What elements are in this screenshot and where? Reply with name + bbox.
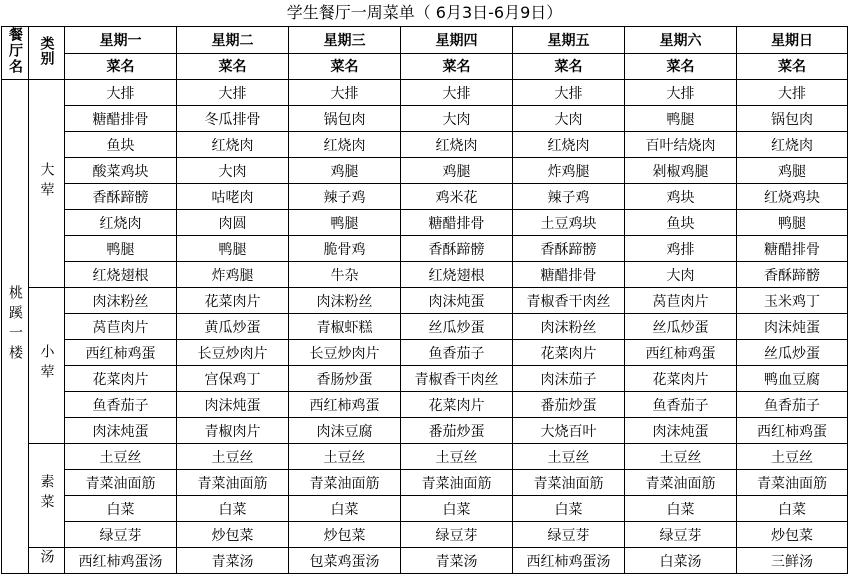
dish-cell: 三鲜汤 bbox=[737, 548, 848, 574]
dish-cell: 糖醋排骨 bbox=[737, 236, 848, 262]
category-cell bbox=[29, 548, 65, 574]
dish-cell: 香肠炒蛋 bbox=[289, 366, 401, 392]
table-row bbox=[2, 184, 848, 210]
dish-cell: 番茄炒蛋 bbox=[401, 418, 513, 444]
table-row bbox=[2, 444, 848, 470]
dish-cell: 香酥蹄髈 bbox=[737, 262, 848, 288]
dish-cell: 白菜 bbox=[65, 496, 177, 522]
dish-cell: 百叶结烧肉 bbox=[625, 132, 737, 158]
category-name: 小荤 bbox=[38, 343, 55, 384]
dish-cell: 青菜汤 bbox=[401, 548, 513, 574]
dish-cell: 锅包肉 bbox=[289, 106, 401, 132]
dish-cell: 花菜肉片 bbox=[65, 366, 177, 392]
dish-cell: 鸭腿 bbox=[625, 106, 737, 132]
dish-cell: 西红柿鸡蛋 bbox=[289, 392, 401, 418]
dish-cell: 糖醋排骨 bbox=[401, 210, 513, 236]
dish-cell: 肉圆 bbox=[177, 210, 289, 236]
dish-cell: 鸡腿 bbox=[401, 158, 513, 184]
dish-cell: 鸡排 bbox=[625, 236, 737, 262]
dish-cell: 糖醋排骨 bbox=[513, 262, 625, 288]
dish-header: 菜名 bbox=[737, 53, 848, 80]
dish-cell: 香酥蹄髈 bbox=[401, 236, 513, 262]
dish-cell: 鱼香茄子 bbox=[401, 340, 513, 366]
dish-cell: 鱼香茄子 bbox=[737, 392, 848, 418]
table-row bbox=[2, 366, 848, 392]
dish-cell: 红烧肉 bbox=[737, 132, 848, 158]
dish-cell: 青椒香干肉丝 bbox=[401, 366, 513, 392]
dish-cell: 肉沫茄子 bbox=[513, 366, 625, 392]
dish-cell: 肉沫炖蛋 bbox=[65, 418, 177, 444]
dish-header: 菜名 bbox=[177, 53, 289, 80]
table-row bbox=[2, 392, 848, 418]
dish-cell: 大排 bbox=[65, 80, 177, 106]
dish-cell: 大排 bbox=[289, 80, 401, 106]
table-row bbox=[2, 288, 848, 314]
category-header-label: 类别 bbox=[38, 36, 55, 66]
table-row bbox=[2, 470, 848, 496]
dish-cell: 大排 bbox=[513, 80, 625, 106]
restaurant-cell bbox=[2, 80, 29, 574]
table-row bbox=[2, 80, 848, 106]
table-row bbox=[2, 236, 848, 262]
dish-cell: 鱼香茄子 bbox=[65, 392, 177, 418]
dish-cell: 鱼块 bbox=[625, 210, 737, 236]
category-cell bbox=[29, 444, 65, 548]
dish-cell: 鸭腿 bbox=[177, 236, 289, 262]
table-row bbox=[2, 158, 848, 184]
dish-cell: 土豆丝 bbox=[65, 444, 177, 470]
dish-header: 菜名 bbox=[513, 53, 625, 80]
dish-cell: 鸭腿 bbox=[737, 210, 848, 236]
dish-cell: 脆骨鸡 bbox=[289, 236, 401, 262]
table-row bbox=[2, 314, 848, 340]
dish-cell: 红烧肉 bbox=[401, 132, 513, 158]
table-row bbox=[2, 262, 848, 288]
dish-cell: 鸭腿 bbox=[65, 236, 177, 262]
table-row bbox=[2, 340, 848, 366]
dish-cell: 辣子鸡 bbox=[513, 184, 625, 210]
dish-cell: 大排 bbox=[177, 80, 289, 106]
dish-cell: 土豆丝 bbox=[289, 444, 401, 470]
dish-cell: 炒包菜 bbox=[737, 522, 848, 548]
dish-cell: 咕咾肉 bbox=[177, 184, 289, 210]
dish-cell: 鸭腿 bbox=[289, 210, 401, 236]
dish-cell: 青菜油面筋 bbox=[289, 470, 401, 496]
dish-cell: 绿豆芽 bbox=[625, 522, 737, 548]
dish-cell: 黄瓜炒蛋 bbox=[177, 314, 289, 340]
day-header: 星期四 bbox=[401, 27, 513, 54]
dish-cell: 肉沫炖蛋 bbox=[401, 288, 513, 314]
dish-cell: 鱼香茄子 bbox=[625, 392, 737, 418]
dish-cell: 肉沫炖蛋 bbox=[737, 314, 848, 340]
category-cell bbox=[29, 80, 65, 288]
dish-cell: 辣子鸡 bbox=[289, 184, 401, 210]
dish-cell: 青菜油面筋 bbox=[65, 470, 177, 496]
dish-cell: 土豆鸡块 bbox=[513, 210, 625, 236]
dish-cell: 白菜 bbox=[401, 496, 513, 522]
dish-cell: 鸡腿 bbox=[737, 158, 848, 184]
dish-cell: 鸭血豆腐 bbox=[737, 366, 848, 392]
dish-cell: 鸡米花 bbox=[401, 184, 513, 210]
table-row bbox=[2, 522, 848, 548]
dish-cell: 肉沫粉丝 bbox=[65, 288, 177, 314]
category-cell bbox=[29, 288, 65, 444]
dish-cell: 肉沫粉丝 bbox=[513, 314, 625, 340]
category-name: 素菜 bbox=[38, 473, 55, 514]
dish-cell: 土豆丝 bbox=[177, 444, 289, 470]
dish-cell: 白菜汤 bbox=[625, 548, 737, 574]
day-header: 星期五 bbox=[513, 27, 625, 54]
dish-cell: 白菜 bbox=[513, 496, 625, 522]
dish-cell: 红烧肉 bbox=[289, 132, 401, 158]
dish-cell: 西红柿鸡蛋 bbox=[625, 340, 737, 366]
dish-cell: 大肉 bbox=[513, 106, 625, 132]
dish-cell: 香酥蹄髈 bbox=[513, 236, 625, 262]
day-header: 星期二 bbox=[177, 27, 289, 54]
day-header: 星期一 bbox=[65, 27, 177, 54]
dish-header: 菜名 bbox=[625, 53, 737, 80]
dish-cell: 大排 bbox=[737, 80, 848, 106]
dish-cell: 番茄炒蛋 bbox=[513, 392, 625, 418]
dish-cell: 莴苣肉片 bbox=[65, 314, 177, 340]
dish-header: 菜名 bbox=[289, 53, 401, 80]
dish-cell: 红烧肉 bbox=[177, 132, 289, 158]
day-header: 星期三 bbox=[289, 27, 401, 54]
dish-cell: 肉沫豆腐 bbox=[289, 418, 401, 444]
dish-cell: 红烧肉 bbox=[65, 210, 177, 236]
dish-cell: 大排 bbox=[401, 80, 513, 106]
dish-cell: 玉米鸡丁 bbox=[737, 288, 848, 314]
dish-cell: 鱼块 bbox=[65, 132, 177, 158]
dish-cell: 丝瓜炒蛋 bbox=[737, 340, 848, 366]
dish-cell: 白菜 bbox=[737, 496, 848, 522]
dish-cell: 红烧肉 bbox=[513, 132, 625, 158]
dish-cell: 青菜油面筋 bbox=[513, 470, 625, 496]
dish-cell: 丝瓜炒蛋 bbox=[625, 314, 737, 340]
dish-cell: 青椒香干肉丝 bbox=[513, 288, 625, 314]
dish-cell: 青菜油面筋 bbox=[737, 470, 848, 496]
dish-cell: 土豆丝 bbox=[513, 444, 625, 470]
dish-cell: 香酥蹄髈 bbox=[65, 184, 177, 210]
table-row bbox=[2, 106, 848, 132]
dish-cell: 绿豆芽 bbox=[513, 522, 625, 548]
dish-cell: 绿豆芽 bbox=[401, 522, 513, 548]
dish-cell: 冬瓜排骨 bbox=[177, 106, 289, 132]
dish-cell: 青菜油面筋 bbox=[177, 470, 289, 496]
table-row bbox=[2, 210, 848, 236]
category-name: 汤 bbox=[38, 548, 55, 569]
dish-cell: 丝瓜炒蛋 bbox=[401, 314, 513, 340]
dish-cell: 酸菜鸡块 bbox=[65, 158, 177, 184]
dish-cell: 青椒肉片 bbox=[177, 418, 289, 444]
dish-header: 菜名 bbox=[401, 53, 513, 80]
dish-cell: 肉沫粉丝 bbox=[289, 288, 401, 314]
dish-cell: 红烧鸡块 bbox=[737, 184, 848, 210]
header-row-days bbox=[2, 27, 848, 54]
dish-cell: 土豆丝 bbox=[625, 444, 737, 470]
restaurant-name: 桃蹊一楼 bbox=[7, 284, 23, 365]
table-row bbox=[2, 418, 848, 444]
day-header: 星期六 bbox=[625, 27, 737, 54]
dish-cell: 绿豆芽 bbox=[65, 522, 177, 548]
table-row bbox=[2, 496, 848, 522]
dish-cell: 西红柿鸡蛋汤 bbox=[65, 548, 177, 574]
dish-cell: 红烧翅根 bbox=[401, 262, 513, 288]
dish-cell: 糖醋排骨 bbox=[65, 106, 177, 132]
dish-cell: 长豆炒肉片 bbox=[289, 340, 401, 366]
dish-cell: 长豆炒肉片 bbox=[177, 340, 289, 366]
table-row bbox=[2, 132, 848, 158]
dish-cell: 鸡块 bbox=[625, 184, 737, 210]
dish-cell: 大烧百叶 bbox=[513, 418, 625, 444]
dish-header: 菜名 bbox=[65, 53, 177, 80]
restaurant-header-cell bbox=[2, 27, 29, 80]
dish-cell: 大肉 bbox=[177, 158, 289, 184]
day-header: 星期日 bbox=[737, 27, 848, 54]
dish-cell: 花菜肉片 bbox=[177, 288, 289, 314]
dish-cell: 大肉 bbox=[401, 106, 513, 132]
dish-cell: 西红柿鸡蛋汤 bbox=[513, 548, 625, 574]
dish-cell: 大排 bbox=[625, 80, 737, 106]
dish-cell: 红烧翅根 bbox=[65, 262, 177, 288]
dish-cell: 宫保鸡丁 bbox=[177, 366, 289, 392]
restaurant-header-label: 餐厅名 bbox=[7, 27, 23, 75]
dish-cell: 青菜油面筋 bbox=[401, 470, 513, 496]
page-title: 学生餐厅一周菜单（ 6月3日-6月9日） bbox=[286, 3, 563, 22]
dish-cell: 青菜汤 bbox=[177, 548, 289, 574]
dish-cell: 剁椒鸡腿 bbox=[625, 158, 737, 184]
table-row bbox=[2, 548, 848, 574]
dish-cell: 白菜 bbox=[177, 496, 289, 522]
dish-cell: 肉沫炖蛋 bbox=[625, 418, 737, 444]
dish-cell: 炒包菜 bbox=[177, 522, 289, 548]
dish-cell: 莴苣肉片 bbox=[625, 288, 737, 314]
dish-cell: 炒包菜 bbox=[289, 522, 401, 548]
dish-cell: 炸鸡腿 bbox=[177, 262, 289, 288]
header-row-dish bbox=[2, 53, 848, 80]
dish-cell: 青椒虾糕 bbox=[289, 314, 401, 340]
dish-cell: 土豆丝 bbox=[401, 444, 513, 470]
weekly-menu-table bbox=[1, 26, 848, 574]
dish-cell: 西红柿鸡蛋 bbox=[65, 340, 177, 366]
dish-cell: 白菜 bbox=[625, 496, 737, 522]
dish-cell: 西红柿鸡蛋 bbox=[737, 418, 848, 444]
dish-cell: 花菜肉片 bbox=[513, 340, 625, 366]
dish-cell: 大肉 bbox=[625, 262, 737, 288]
dish-cell: 花菜肉片 bbox=[401, 392, 513, 418]
dish-cell: 肉沫炖蛋 bbox=[177, 392, 289, 418]
dish-cell: 青菜油面筋 bbox=[625, 470, 737, 496]
category-name: 大荤 bbox=[38, 161, 55, 202]
dish-cell: 锅包肉 bbox=[737, 106, 848, 132]
menu-table-body bbox=[2, 27, 848, 574]
category-header-cell bbox=[29, 27, 65, 80]
dish-cell: 白菜 bbox=[289, 496, 401, 522]
dish-cell: 土豆丝 bbox=[737, 444, 848, 470]
dish-cell: 牛杂 bbox=[289, 262, 401, 288]
dish-cell: 炸鸡腿 bbox=[513, 158, 625, 184]
dish-cell: 包菜鸡蛋汤 bbox=[289, 548, 401, 574]
dish-cell: 鸡腿 bbox=[289, 158, 401, 184]
dish-cell: 花菜肉片 bbox=[625, 366, 737, 392]
